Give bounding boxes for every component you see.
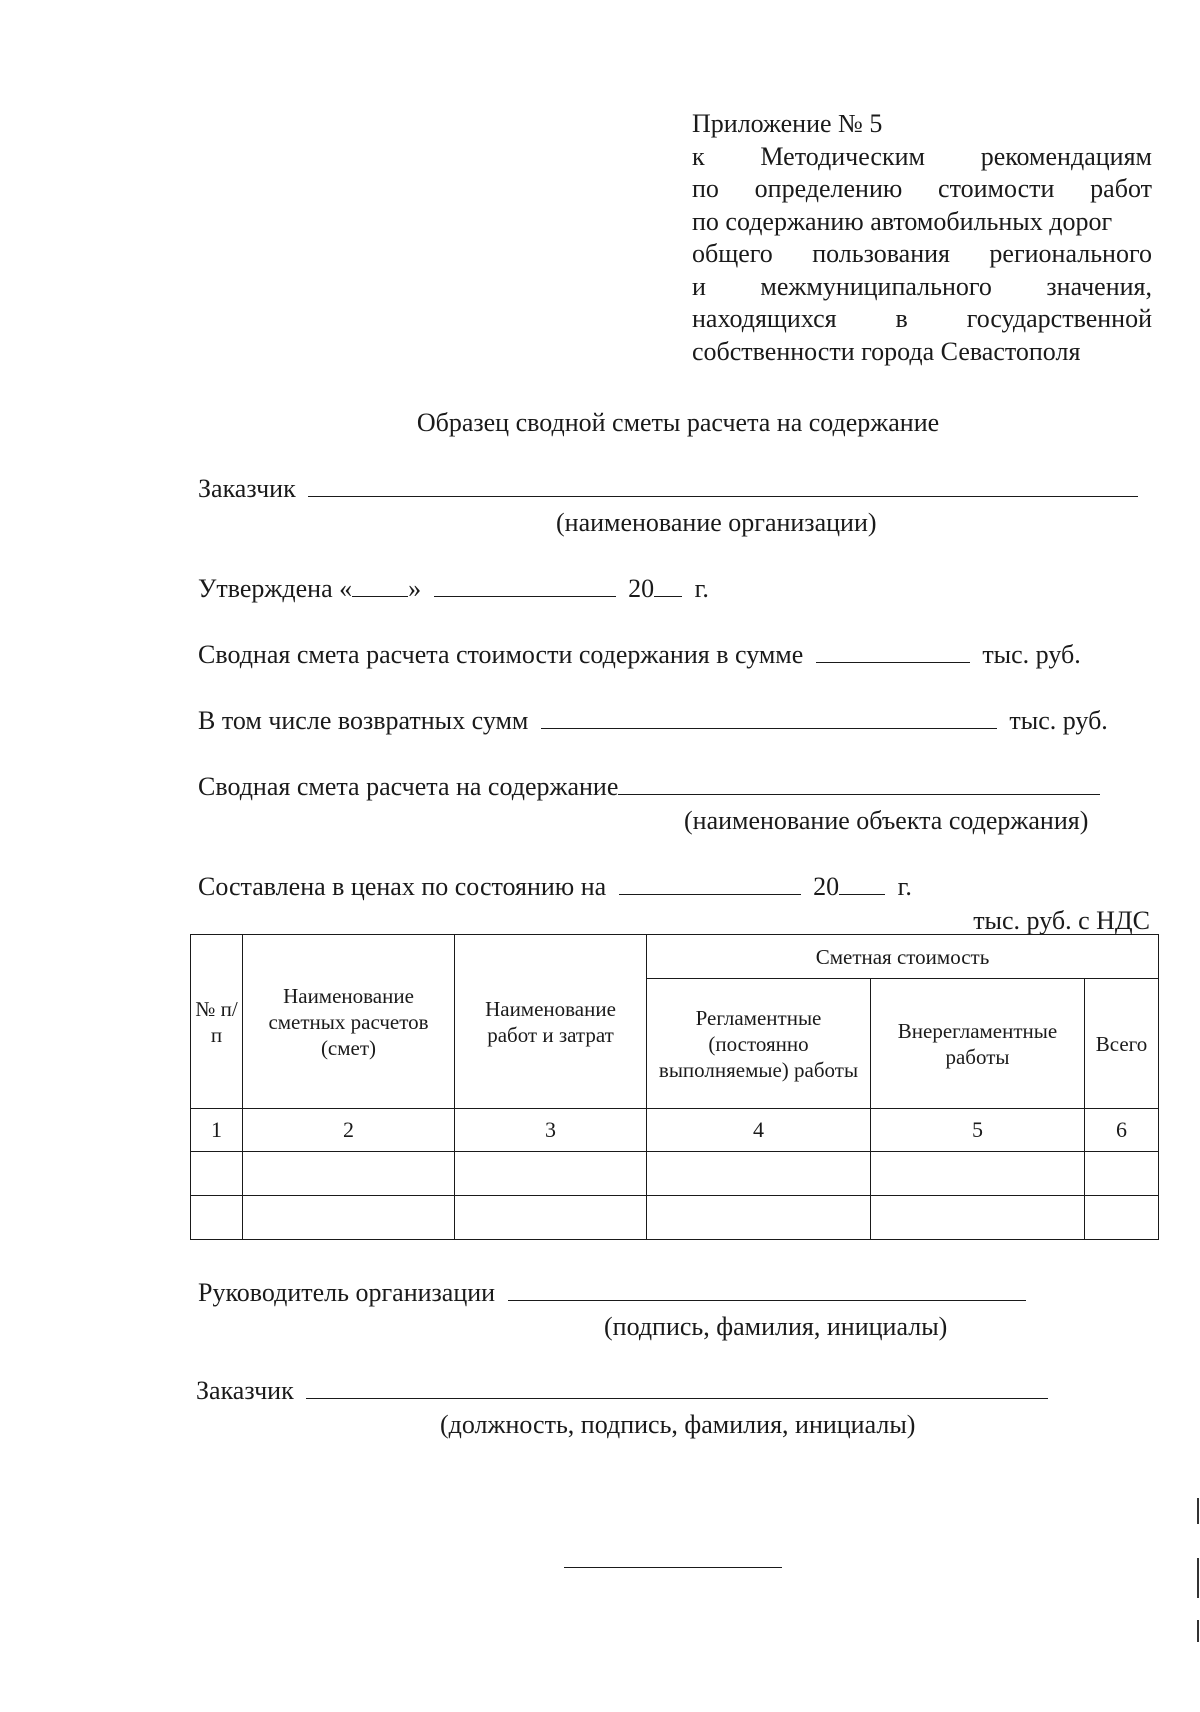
estimate-table [190,934,1159,1240]
column-number: 3 [455,1109,647,1152]
appendix-word: межмуниципального [760,271,992,301]
unit-note: тыс. руб. с НДС [973,906,1150,935]
estimate-field[interactable] [618,774,1100,795]
appendix-line [692,303,1152,336]
appendix-word: значения, [1046,271,1152,301]
table-cell[interactable] [455,1196,647,1240]
prices-label: Составлена в ценах по состоянию на [198,872,607,901]
column-number: 2 [243,1109,455,1152]
table-cell[interactable] [647,1152,871,1196]
approved-year-suffix: г. [694,574,709,603]
appendix-word: регионального [989,239,1152,268]
header-regular: Регламентные (постоянно выполняемые) работы [647,979,871,1109]
estimate-note: (наименование объекта содержания) [684,806,1089,835]
scan-edge-mark [1197,1620,1199,1642]
column-number: 6 [1085,1109,1159,1152]
table-cell[interactable] [243,1196,455,1240]
customer-row [198,474,1138,504]
appendix-line [692,336,1152,369]
prices-row [198,872,912,902]
table-cell[interactable] [871,1152,1085,1196]
customer-signature-note: (должность, подпись, фамилия, инициалы) [440,1410,916,1439]
prices-year-field[interactable] [839,874,885,895]
total-field[interactable] [816,642,970,663]
appendix-word: Методическим [760,141,925,171]
approved-day-field[interactable] [352,576,408,597]
total-row [198,640,1081,670]
appendix-word: по [692,174,719,203]
appendix-word: в [895,304,908,333]
customer-signature-label: Заказчик [196,1376,294,1405]
header-estimates: Наименование сметных расчетов (смет) [243,935,455,1109]
column-number: 5 [871,1109,1085,1152]
appendix-line [692,141,1152,174]
column-number: 1 [191,1109,243,1152]
appendix-line [692,271,1152,304]
header-num: № п/п [191,935,243,1109]
returnable-row [198,706,1108,736]
appendix-word: собственности города Севастополя [692,336,1081,366]
header-total: Всего [1085,979,1159,1109]
estimate-row [198,772,1100,802]
scan-edge-mark [1197,1558,1199,1598]
approved-month-field[interactable] [434,576,616,597]
closing-divider [564,1567,782,1568]
header-row-1 [191,935,1159,979]
appendix-line [692,173,1152,206]
returnable-label: В том числе возвратных сумм [198,706,529,735]
appendix-word: государственной [966,304,1152,333]
appendix-title: Приложение № 5 [692,109,883,138]
appendix-block [692,108,1152,368]
customer-signature-field[interactable] [306,1378,1048,1399]
appendix-line [692,238,1152,271]
appendix-word: стоимости [938,174,1055,203]
head-signature-row [198,1278,1026,1308]
head-label: Руководитель организации [198,1278,496,1307]
total-label: Сводная смета расчета стоимости содержания в сумме [198,640,804,669]
customer-note: (наименование организации) [556,508,877,537]
table-cell[interactable] [455,1152,647,1196]
returnable-field[interactable] [541,708,997,729]
table-cell[interactable] [191,1196,243,1240]
scan-edge-mark [1197,1498,1199,1524]
appendix-word: к [692,141,705,171]
appendix-word: находящихся [692,304,837,333]
table-cell[interactable] [191,1152,243,1196]
appendix-word: работ [1090,174,1152,203]
appendix-lines [692,141,1152,369]
header-cost-group: Сметная стоимость [647,935,1159,979]
head-note: (подпись, фамилия, инициалы) [604,1312,948,1341]
column-number: 4 [647,1109,871,1152]
estimate-label: Сводная смета расчета на содержание [198,772,619,801]
appendix-word: определению [754,174,903,203]
appendix-word: общего [692,239,773,268]
table-row [191,1152,1159,1196]
header-works: Наименование работ и затрат [455,935,647,1109]
approved-label: Утверждена « [198,574,353,603]
approved-year-field[interactable] [654,576,682,597]
head-signature-field[interactable] [508,1280,1026,1301]
approved-row [198,574,709,604]
column-number-row [191,1109,1159,1152]
appendix-line [692,206,1152,239]
header-irregular: Внерегламентные работы [871,979,1085,1109]
appendix-word: пользования [812,239,951,268]
prices-date-field[interactable] [619,874,801,895]
total-currency: тыс. руб. [982,640,1081,669]
table-row [191,1196,1159,1240]
table-cell[interactable] [871,1196,1085,1240]
table-cell[interactable] [243,1152,455,1196]
returnable-currency: тыс. руб. [1009,706,1108,735]
form-title: Образец сводной сметы расчета на содержание [416,408,940,437]
prices-year-prefix: 20 [813,872,840,901]
customer-field[interactable] [308,476,1138,497]
table-cell[interactable] [647,1196,871,1240]
customer-signature-row [196,1376,1048,1406]
customer-label: Заказчик [198,474,296,503]
table-cell[interactable] [1085,1196,1159,1240]
appendix-word: и [692,271,706,301]
appendix-word: рекомендациям [980,141,1152,171]
approved-quote-close: » [408,574,422,603]
table-cell[interactable] [1085,1152,1159,1196]
prices-year-suffix: г. [897,872,912,901]
approved-year-prefix: 20 [628,574,655,603]
appendix-word: по содержанию автомобильных дорог [692,206,1113,236]
